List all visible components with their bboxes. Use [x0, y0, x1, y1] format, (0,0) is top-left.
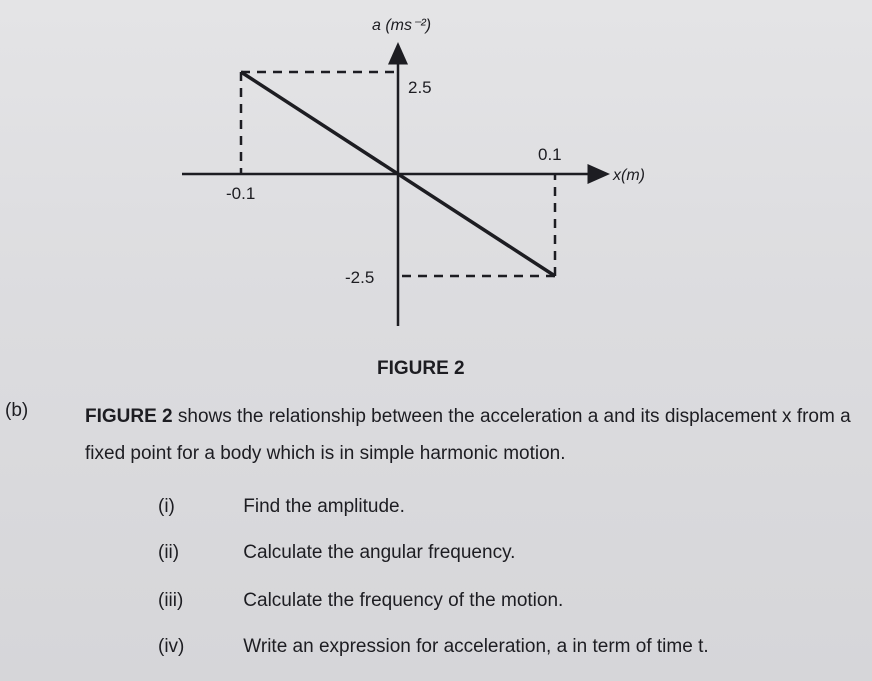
subquestion-ii — [158, 542, 858, 564]
subquestion-text: Calculate the angular frequency. — [243, 542, 516, 563]
y-tick-label-pos: 2.5 — [408, 78, 432, 97]
x-tick-label-pos: 0.1 — [538, 145, 562, 164]
subquestion-i — [158, 496, 858, 518]
subquestion-number: (ii) — [158, 542, 180, 563]
subquestion-iii — [158, 590, 858, 612]
subquestion-text: Calculate the frequency of the motion. — [243, 590, 564, 611]
y-tick-label-neg: -2.5 — [345, 268, 375, 287]
subquestion-number: (i) — [158, 496, 175, 517]
stem-lead: FIGURE 2 — [85, 406, 173, 427]
x-tick-label-neg: -0.1 — [226, 184, 256, 203]
x-axis-title: x(m) — [613, 167, 645, 184]
question-stem — [85, 398, 865, 472]
subquestion-text: Find the amplitude. — [243, 496, 405, 517]
y-axis-title: a (ms⁻²) — [372, 17, 432, 34]
subquestion-number: (iii) — [158, 590, 184, 611]
figure-caption: FIGURE 2 — [377, 358, 465, 379]
subquestion-number: (iv) — [158, 636, 185, 657]
part-label: (b) — [5, 400, 29, 421]
stem-text: shows the relationship between the acceleration a and its displacement x from a fixed point for a body which is in simple harmonic motion. — [85, 406, 851, 464]
subquestion-iv — [158, 636, 858, 658]
subquestion-text: Write an expression for acceleration, a in term of time t. — [243, 636, 709, 657]
